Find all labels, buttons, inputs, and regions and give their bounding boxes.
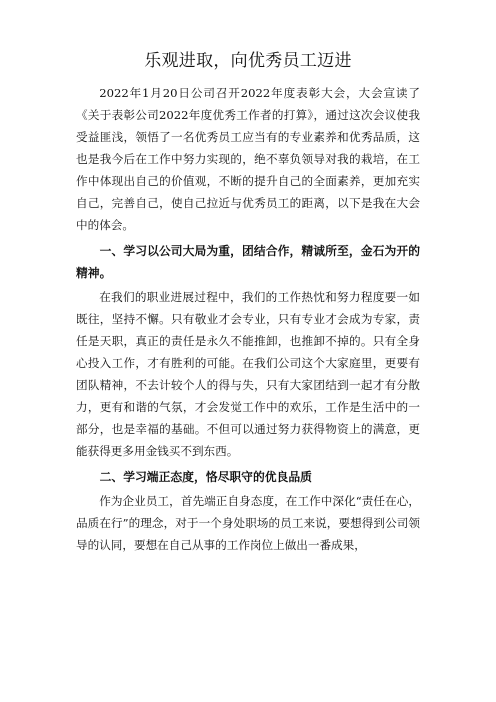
section-2-paragraph: 作为企业员工，首先端正自身态度，在工作中深化“责任在心，品质在行”的理念，对于一个身处职场的员工来说，要想得到公司领导的认同，要想在自己从事的工作岗位上做出一番成果， — [76, 494, 420, 552]
section-1-heading: 一、学习以公司大局为重，团结合作，精诚所至，金石为开的精神。 — [76, 244, 420, 280]
section-2-heading: 二、学习端正态度，恪尽职守的优良品质 — [99, 470, 312, 484]
intro-paragraph: 2022年1月20日公司召开2022年度表彰大会，大会宣读了《关于表彰公司2022年度优秀工作者的打算》，通过这次会议使我受益匪浅，领悟了一名优秀员工应当有的专业素养和优秀品质，这也是我今后在工作中努力实现的，绝不辜负领导对我的栽培，在工作中体现出自己的价值观，不断的提升自己的全面素养，更加充实自己，完善自己，使自己拉近与优秀员工的距离，以下是我在大会中的体会。 — [76, 86, 420, 232]
section-1-paragraph: 在我们的职业进展过程中，我们的工作热忱和努力程度要一如既往，坚持不懈。只有敬业才会专业，只有专业才会成为专家，责任是天职，真正的责任是永久不能推卸，也推卸不掉的。只有全身心投入工作，才有胜利的可能。在我们公司这个大家庭里，更要有团队精神，不去计较个人的得与失，只有大家团结到一起才有分散力，更有和谐的气氛，才会发觉工作中的欢乐，工作是生活中的一部分，也是幸福的基础。不但可以通过努力获得物资上的满意，更能获得更多用金钱买不到东西。 — [76, 290, 420, 458]
document-title: 乐观进取，向优秀员工迈进 — [144, 51, 352, 71]
